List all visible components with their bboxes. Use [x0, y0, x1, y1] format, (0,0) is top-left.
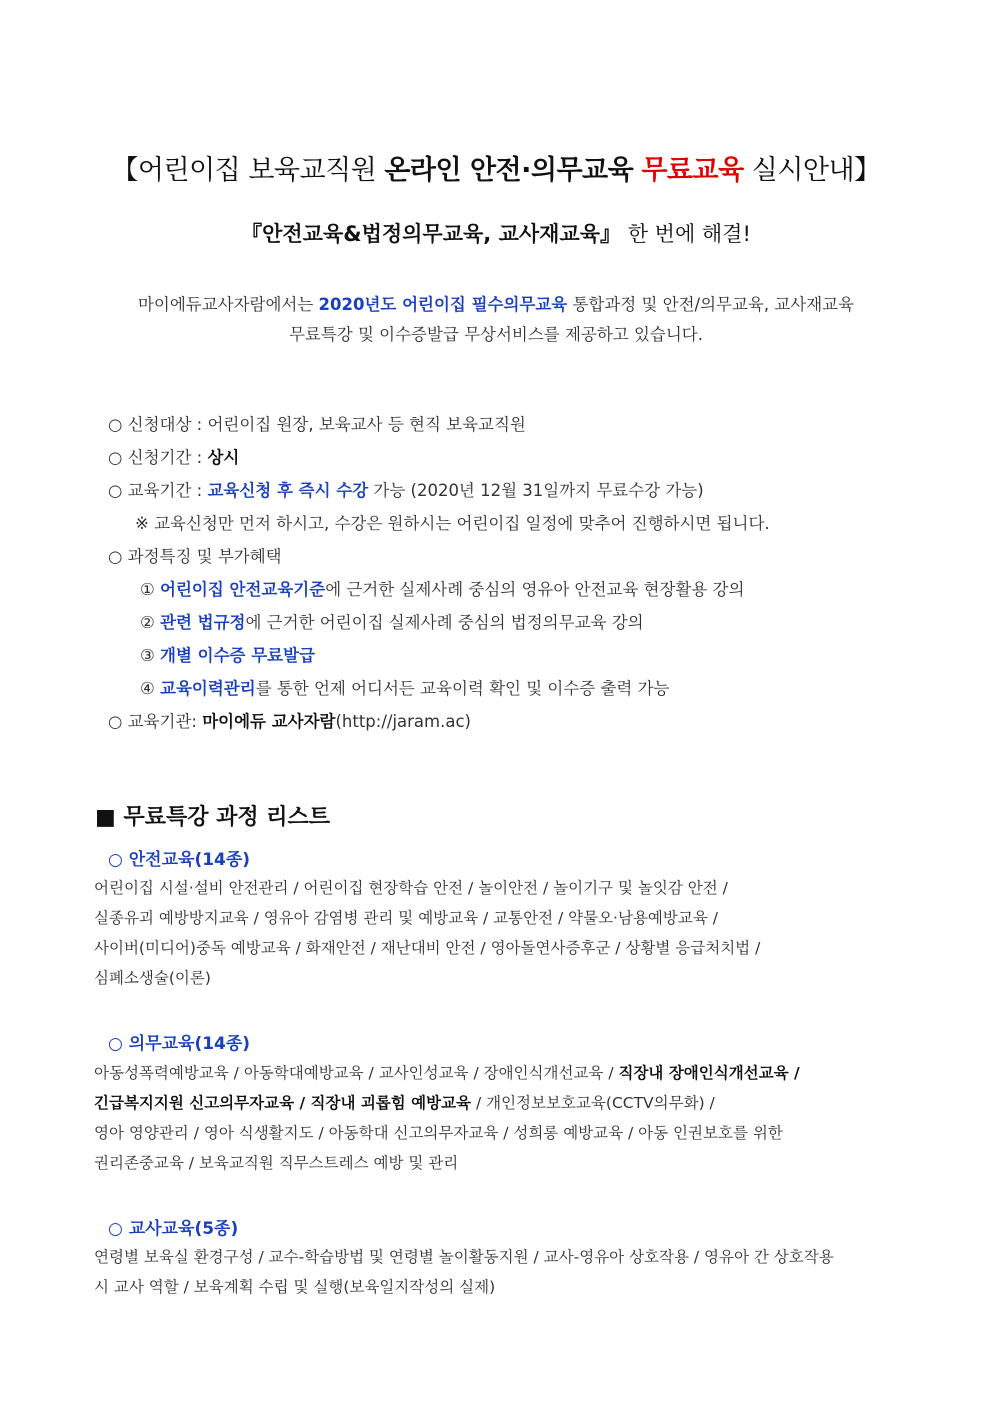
list-item: 시 교사 역할 / 보육계획 수립 및 실행(보육일지작성의 실제)	[94, 1278, 496, 1296]
title-free-highlight: 무료교육	[641, 155, 744, 186]
info-target-value: 어린이집 원장, 보육교사 등 현직 보육교직원	[207, 415, 526, 434]
info-note: ※ 교육신청만 먼저 하시고, 수강은 원하시는 어린이집 일정에 맞추어 진행하시면 됩니다.	[135, 514, 770, 533]
mandatory-line1-a: 아동성폭력예방교육 / 아동학대예방교육 / 교사인성교육 / 장애인식개선교육 /	[94, 1064, 619, 1082]
feature-highlight: 어린이집 안전교육기준	[160, 580, 326, 599]
category-teacher-label: ○ 교사교육(5종)	[108, 1219, 239, 1239]
info-edu-label: ○ 교육기간 :	[108, 481, 208, 500]
feature-highlight: 교육이력관리	[160, 679, 256, 698]
list-item: 실종유괴 예방방지교육 / 영유아 감염병 관리 및 예방교육 / 교통안전 / 약물오·남용예방교육 /	[94, 909, 718, 927]
list-item: 심폐소생술(이론)	[94, 969, 211, 987]
mandatory-line2-b: / 개인정보보호교육(CCTV의무화) /	[471, 1094, 715, 1112]
category-mandatory-items	[94, 1058, 924, 1178]
list-item: 어린이집 시설·설비 안전관리 / 어린이집 현장학습 안전 / 놀이안전 / 놀이기구 및 놀잇감 안전 /	[94, 879, 728, 897]
intro-highlight: 2020년도 어린이집 필수의무교육	[318, 295, 568, 314]
feature-item	[108, 573, 968, 606]
info-org-url: (http://jaram.ac)	[335, 712, 471, 731]
info-period-label: ○ 신청기간 :	[108, 448, 208, 467]
feature-highlight: 관련 법규정	[160, 613, 246, 632]
feature-rest: 를 통한 언제 어디서든 교육이력 확인 및 이수증 출력 가능	[255, 679, 670, 698]
feature-item	[108, 639, 968, 672]
info-period	[108, 441, 968, 474]
category-safety-items	[94, 873, 924, 993]
title-part2: 온라인 안전·의무교육	[384, 155, 634, 186]
intro-line-1	[0, 290, 992, 320]
title-part4: 실시안내	[743, 155, 855, 186]
feature-item	[108, 606, 968, 639]
info-org-name: 마이에듀 교사자람	[202, 712, 336, 731]
intro-text-c: 통합과정 및 안전/의무교육, 교사재교육	[567, 295, 855, 314]
page-title	[0, 148, 992, 187]
list-item	[94, 1058, 924, 1088]
list-item	[94, 1088, 924, 1118]
info-edu-period	[108, 474, 968, 507]
feature-rest: 에 근거한 실제사례 중심의 영유아 안전교육 현장활용 강의	[325, 580, 745, 599]
title-part1: 어린이집 보육교직원	[137, 155, 385, 186]
subtitle-bold: 『안전교육&법정의무교육, 교사재교육』	[241, 222, 622, 246]
feature-num: ③	[140, 646, 155, 665]
list-item: 연령별 보육실 환경구성 / 교수-학습방법 및 연령별 놀이활동지원 / 교사-영유아 상호작용 / 영유아 간 상호작용	[94, 1248, 834, 1266]
info-features-label: ○ 과정특징 및 부가혜택	[108, 547, 282, 566]
info-edu-highlight: 교육신청 후 즉시 수강	[207, 481, 369, 500]
mandatory-line2-a: 긴급복지지원 신고의무자교육 / 직장내 괴롭힘 예방교육	[94, 1094, 472, 1112]
info-period-value: 상시	[207, 448, 240, 467]
feature-num: ④	[140, 679, 155, 698]
info-org	[108, 705, 968, 738]
info-edu-rest: 가능 (2020년 12월 31일까지 무료수강 가능)	[368, 481, 704, 500]
list-item: 권리존중교육 / 보육교직원 직무스트레스 예방 및 관리	[94, 1154, 459, 1172]
title-bracket-close: 】	[854, 155, 881, 186]
info-target	[108, 408, 968, 441]
subtitle-rest: 한 번에 해결!	[621, 222, 751, 246]
list-item: 영아 영양관리 / 영아 식생활지도 / 아동학대 신고의무자교육 / 성희롱 예방교육 / 아동 인권보호를 위한	[94, 1124, 783, 1142]
feature-highlight: 개별 이수증 무료발급	[160, 646, 315, 665]
intro-text-a: 마이에듀교사자람에서는	[137, 295, 319, 314]
category-teacher-items	[94, 1242, 924, 1302]
feature-item	[108, 672, 968, 705]
list-item: 사이버(미디어)중독 예방교육 / 화재안전 / 재난대비 안전 / 영아돌연사증후군 / 상황별 응급처치법 /	[94, 939, 761, 957]
course-list-heading: ■ 무료특강 과정 리스트	[95, 805, 331, 830]
intro-line-2: 무료특강 및 이수증발급 무상서비스를 제공하고 있습니다.	[288, 325, 703, 344]
feature-num: ①	[140, 580, 155, 599]
info-org-label: ○ 교육기관:	[108, 712, 203, 731]
intro-paragraph	[0, 290, 992, 350]
info-target-label: ○ 신청대상 :	[108, 415, 208, 434]
mandatory-line1-b: 직장내 장애인식개선교육 /	[618, 1064, 800, 1082]
feature-num: ②	[140, 613, 155, 632]
title-bracket-open: 【	[111, 155, 138, 186]
page-subtitle	[0, 218, 992, 248]
info-list	[108, 408, 968, 738]
category-mandatory-label: ○ 의무교육(14종)	[108, 1034, 251, 1054]
feature-rest: 에 근거한 어린이집 실제사례 중심의 법정의무교육 강의	[245, 613, 644, 632]
category-safety-label: ○ 안전교육(14종)	[108, 850, 251, 870]
